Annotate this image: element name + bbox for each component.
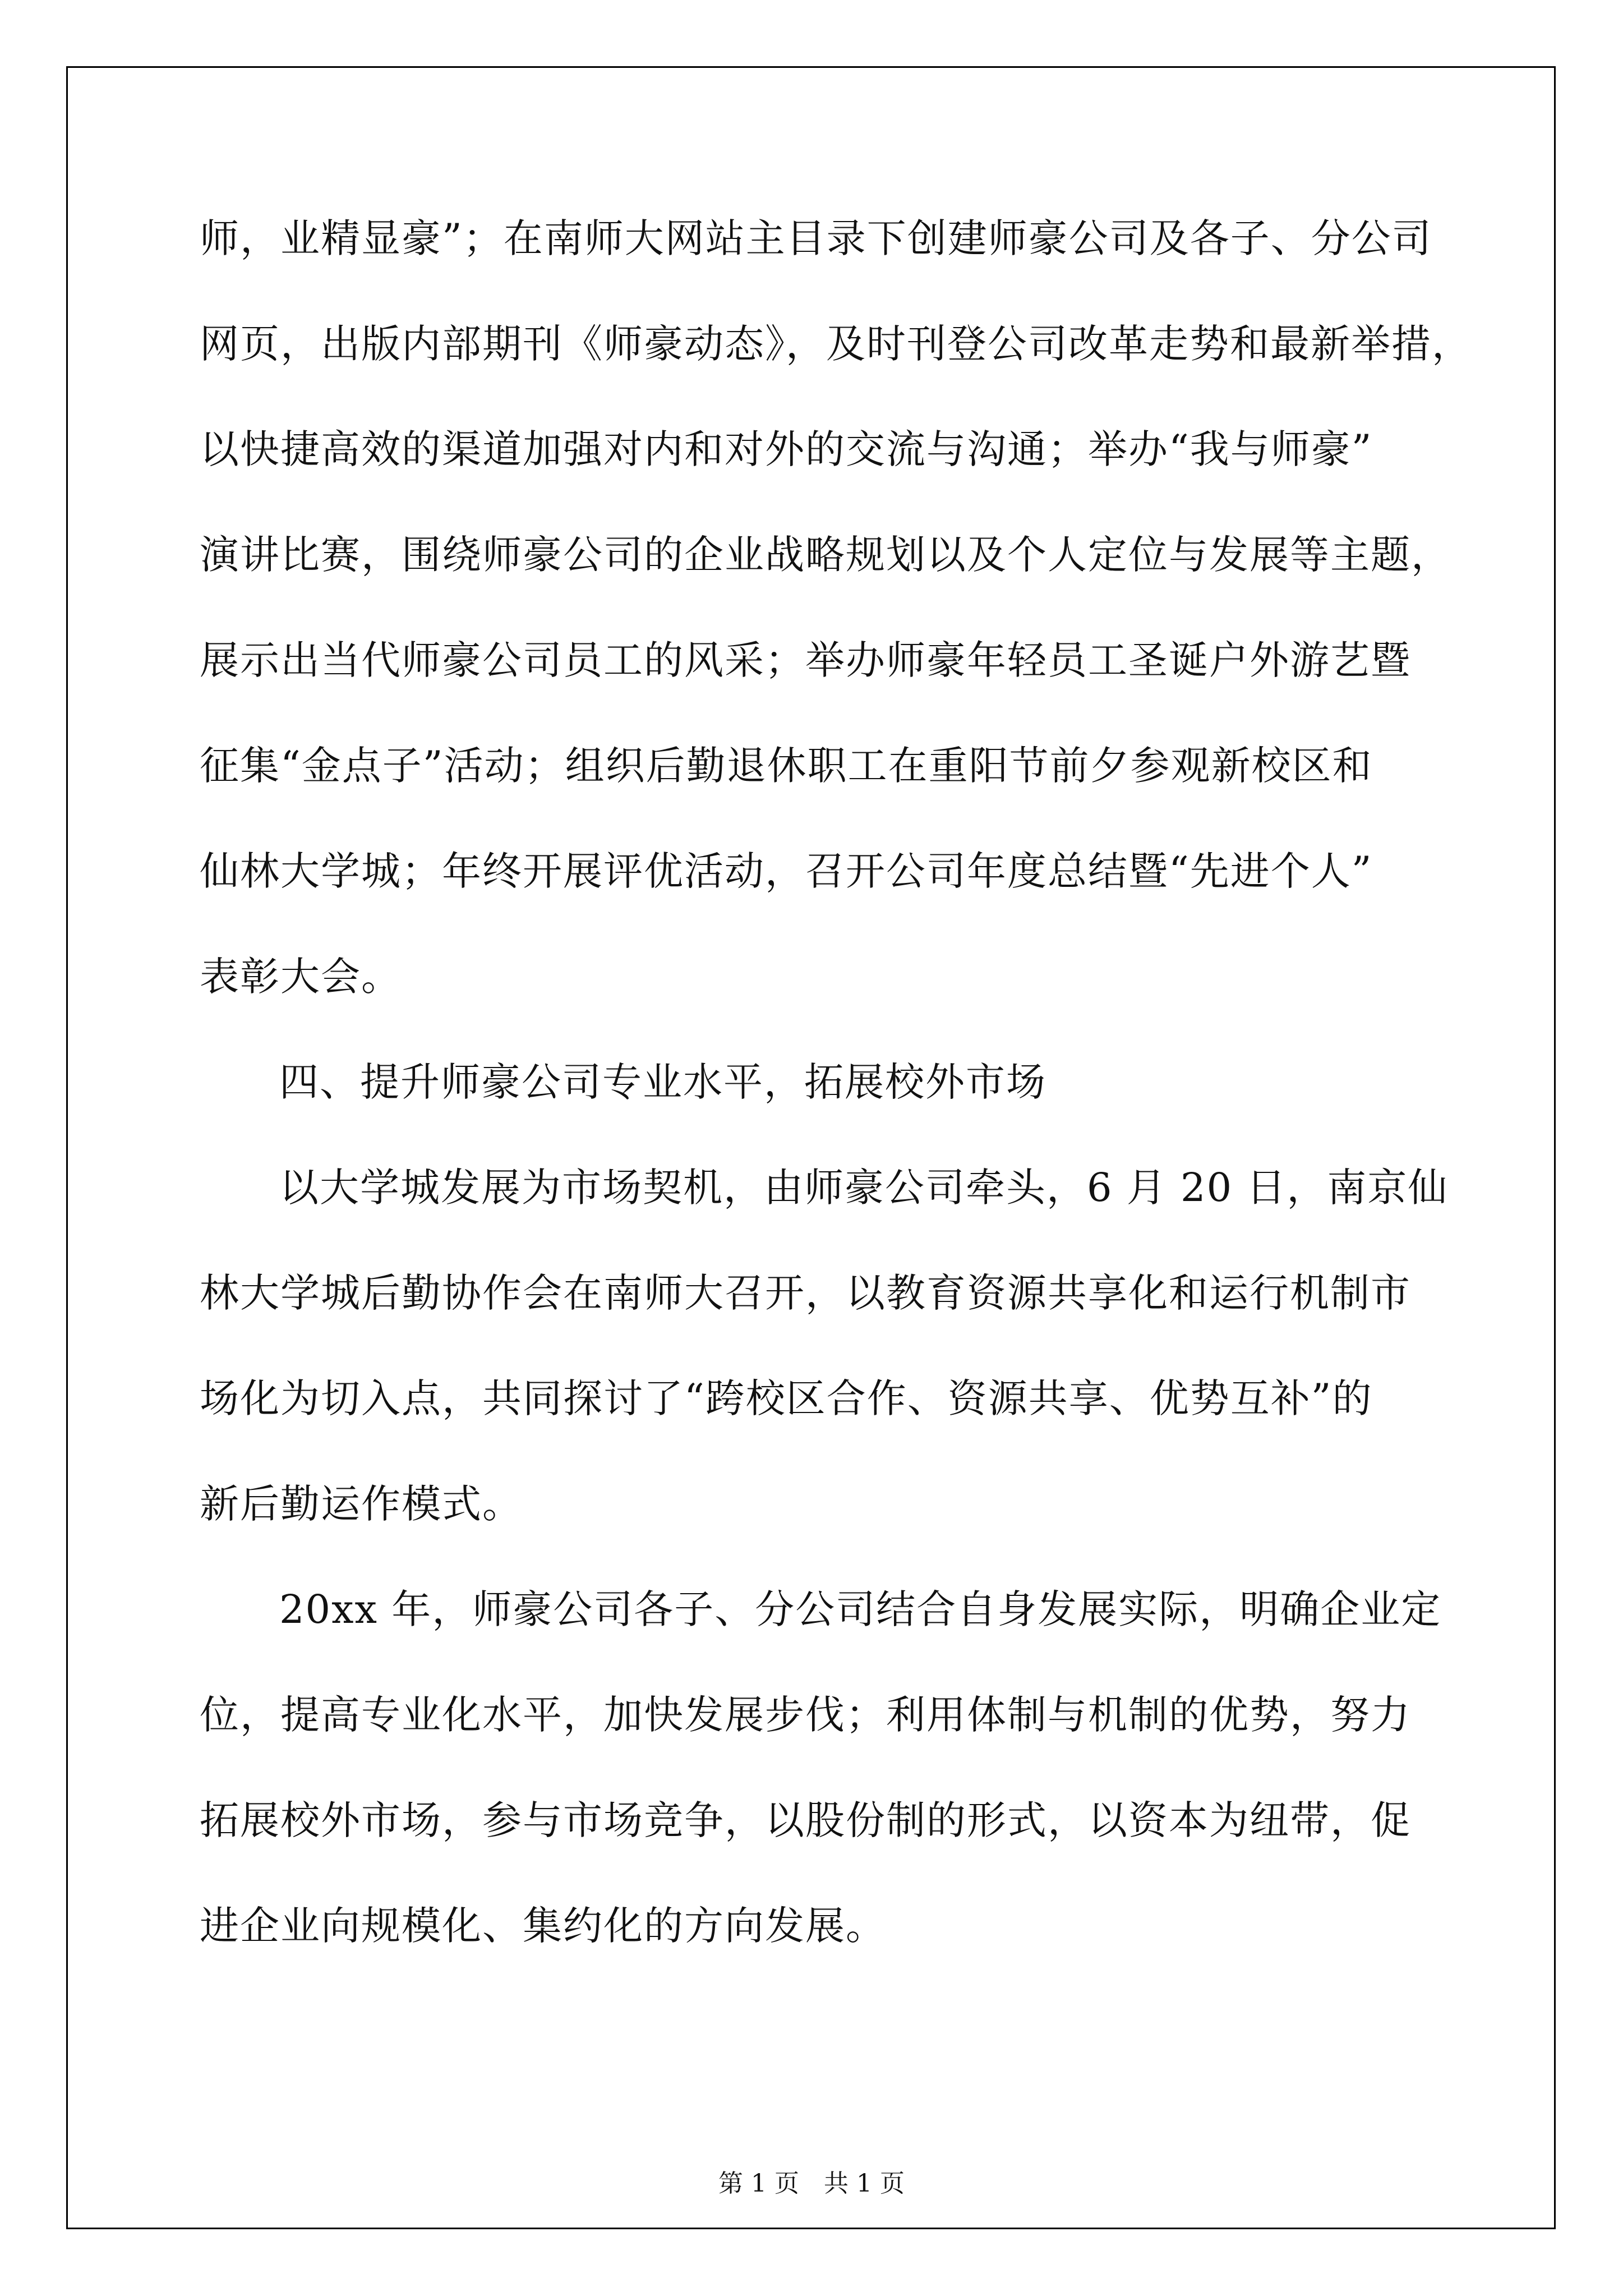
body-line: 展示出当代师豪公司员工的风采；举办师豪年轻员工圣诞户外游艺暨 [200,637,1411,683]
body-line: 拓展校外市场，参与市场竞争，以股份制的形式，以资本为纽带，促 [200,1797,1411,1843]
body-line: 演讲比赛，围绕师豪公司的企业战略规划以及个人定位与发展等主题， [200,532,1451,578]
body-line: 以快捷高效的渠道加强对内和对外的交流与沟通；举办“我与师豪” [200,426,1373,472]
body-line: 表彰大会。 [200,954,402,1000]
body-line: 林大学城后勤协作会在南师大召开，以教育资源共享化和运行机制市 [200,1270,1411,1316]
body-line: 20xx 年，师豪公司各子、分公司结合自身发展实际，明确企业定 [279,1586,1442,1632]
body-line: 网页，出版内部期刊《师豪动态》，及时刊登公司改革走势和最新举措， [200,321,1472,367]
body-line: 以大学城发展为市场契机，由师豪公司牵头，6 月 20 日，南京仙 [279,1165,1449,1211]
body-line: 场化为切入点，共同探讨了“跨校区合作、资源共享、优势互补”的 [200,1375,1373,1421]
body-line: 师，业精显豪”；在南师大网站主目录下创建师豪公司及各子、分公司 [200,215,1432,261]
body-line: 仙林大学城；年终开展评优活动，召开公司年度总结暨“先进个人” [200,848,1373,894]
body-line: 征集“金点子”活动；组织后勤退休职工在重阳节前夕参观新校区和 [200,743,1373,789]
body-line: 进企业向规模化、集约化的方向发展。 [200,1903,886,1949]
body-line: 新后勤运作模式。 [200,1481,523,1527]
page-footer: 第 1 页 共 1 页 [718,2169,905,2198]
section-heading: 四、提升师豪公司专业水平，拓展校外市场 [279,1059,1046,1105]
body-line: 位，提高专业化水平，加快发展步伐；利用体制与机制的优势，努力 [200,1692,1411,1738]
